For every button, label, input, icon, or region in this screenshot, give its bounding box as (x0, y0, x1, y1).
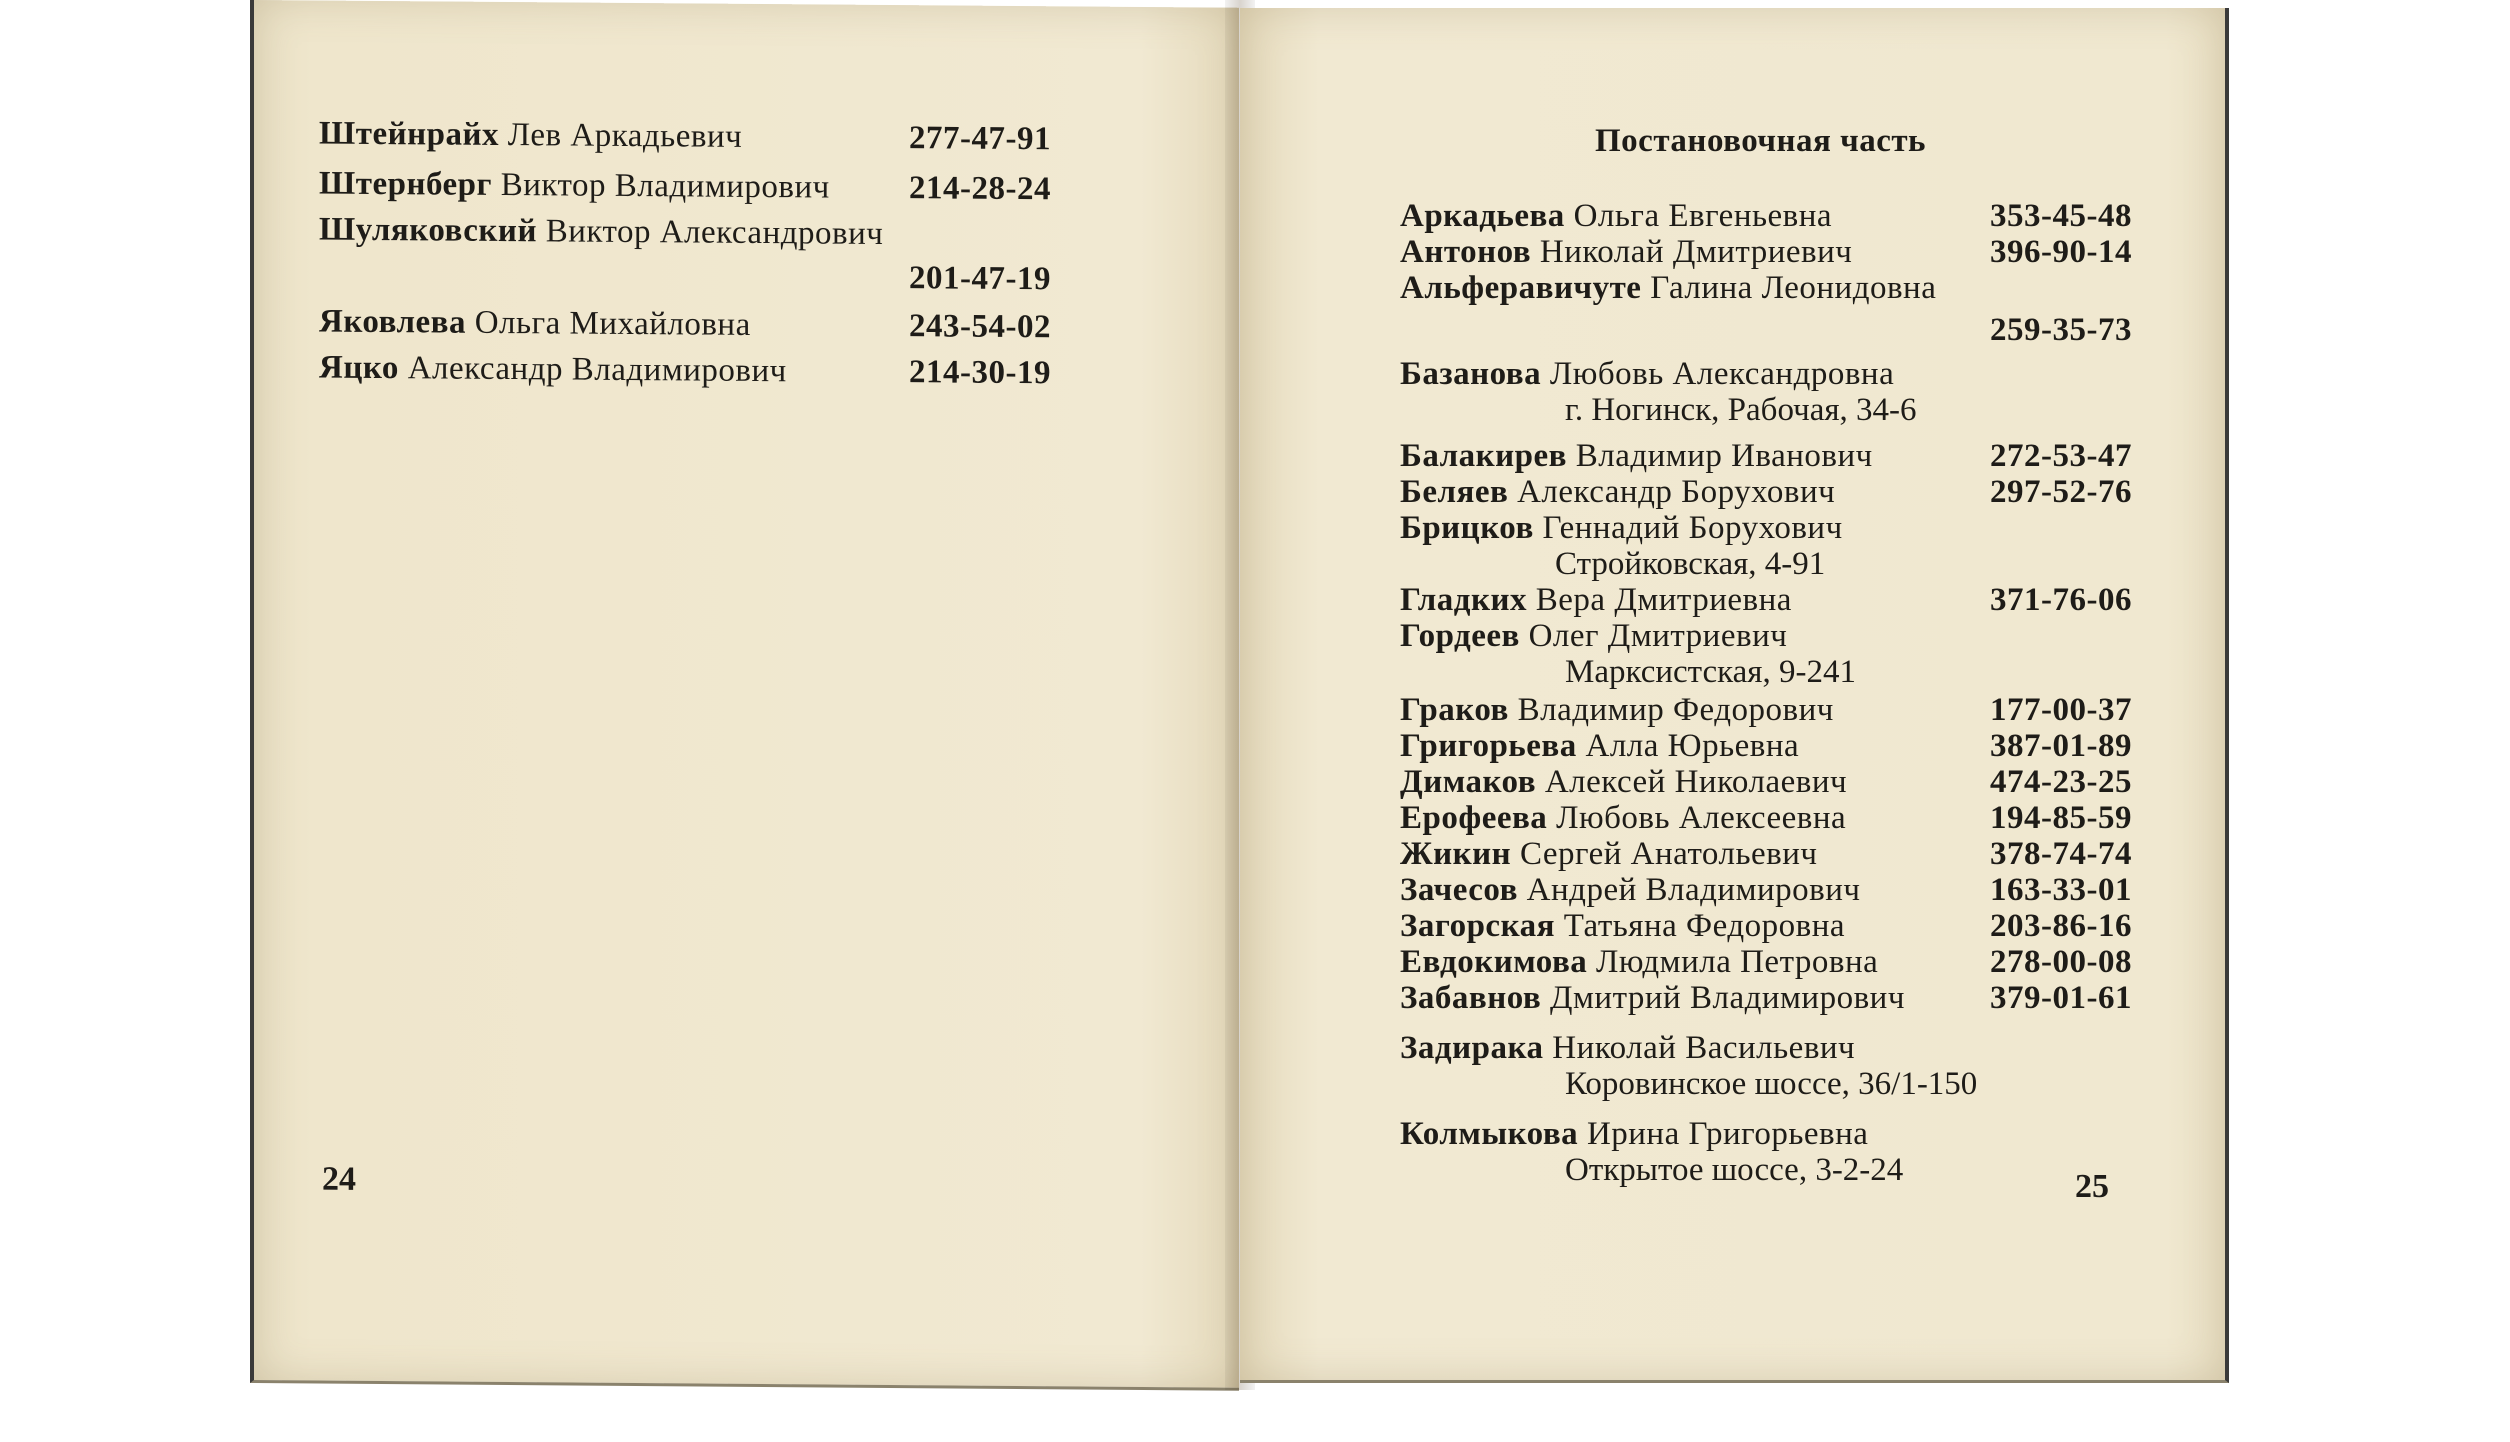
phone-number: 297-52-76 (1990, 474, 2132, 510)
surname: Зачесов (1400, 872, 1518, 908)
booklet (250, 0, 2230, 1390)
surname: Базанова (1400, 356, 1542, 392)
surname: Ерофеева (1400, 800, 1548, 836)
phone-number: 371-76-06 (1990, 582, 2132, 618)
list-item (1400, 234, 2132, 270)
phone-number: 214-28-24 (909, 170, 1051, 208)
given-name: Андрей Владимирович (1526, 872, 1861, 908)
list-item (319, 211, 1051, 308)
phone-number: 379-01-61 (1990, 980, 2132, 1016)
given-name: Сергей Анатольевич (1519, 836, 1818, 872)
surname: Григорьева (1400, 728, 1577, 764)
given-name: Николай Васильевич (1552, 1030, 1856, 1066)
phone-number: 277-47-91 (909, 120, 1051, 158)
surname: Забавнов (1400, 980, 1542, 1016)
list-item (1400, 980, 2132, 1030)
list-item (319, 349, 1051, 400)
list-item (1400, 944, 2132, 980)
surname: Шуляковский (319, 211, 537, 250)
surname: Яковлева (319, 303, 466, 341)
address-line: г. Ногинск, Рабочая, 34-6 (1565, 392, 1917, 428)
given-name: Дмитрий Владимирович (1550, 980, 1905, 1016)
given-name: Геннадий Борухович (1542, 510, 1843, 546)
surname: Беляев (1400, 474, 1509, 510)
given-name: Лев Аркадьевич (507, 117, 743, 155)
surname: Штернберг (319, 165, 493, 203)
phone-number: 177-00-37 (1990, 692, 2132, 728)
given-name: Ольга Михайловна (474, 304, 751, 343)
surname: Задирака (1400, 1030, 1544, 1066)
given-name: Виктор Владимирович (500, 166, 830, 206)
surname: Граков (1400, 692, 1509, 728)
list-item (1400, 836, 2132, 872)
surname: Яцко (319, 349, 399, 387)
list-item (1400, 1116, 1977, 1152)
given-name: Ирина Григорьевна (1586, 1116, 1869, 1152)
list-item (1400, 270, 2132, 356)
list-item (1400, 872, 2132, 908)
given-name: Вера Дмитриевна (1535, 582, 1792, 618)
given-name: Виктор Александрович (545, 213, 884, 252)
phone-number: 387-01-89 (1990, 728, 2132, 764)
given-name: Ольга Евгеньевна (1573, 198, 1833, 234)
phone-number: 203-86-16 (1990, 908, 2132, 944)
address-line: Марксистская, 9-241 (1565, 654, 1856, 690)
phone-number: 259-35-73 (1990, 312, 2132, 348)
given-name: Александр Владимирович (407, 350, 787, 390)
right-entries (1400, 198, 2132, 1188)
page-number: 25 (2075, 1168, 2109, 1205)
given-name: Александр Борухович (1517, 474, 1836, 510)
left-page (250, 0, 1239, 1391)
phone-number: 278-00-08 (1990, 944, 2132, 980)
list-item (1400, 800, 2132, 836)
list-item (1400, 908, 2132, 944)
surname: Жикин (1400, 836, 1512, 872)
list-item (1400, 1030, 1977, 1066)
surname: Аркадьева (1400, 198, 1565, 234)
phone-number: 378-74-74 (1990, 836, 2132, 872)
surname: Димаков (1400, 764, 1537, 800)
address-line: Стройковская, 4-91 (1555, 546, 1826, 582)
list-item (1400, 582, 2132, 618)
given-name: Алексей Николаевич (1544, 764, 1848, 800)
list-item (1400, 474, 2132, 510)
given-name: Владимир Федорович (1517, 692, 1834, 728)
page-number: 24 (322, 1160, 356, 1198)
surname: Антонов (1400, 234, 1532, 270)
list-item (319, 165, 1051, 216)
surname: Брицков (1400, 510, 1534, 546)
list-item (1400, 510, 1977, 546)
list-item (1400, 438, 2132, 474)
given-name: Татьяна Федоровна (1563, 908, 1846, 944)
list-item (1400, 728, 2132, 764)
list-item (319, 303, 1051, 354)
phone-number: 214-30-19 (909, 354, 1051, 392)
address-line: Открытое шоссе, 3-2-24 (1565, 1152, 1904, 1188)
list-item (1400, 692, 2132, 728)
phone-number: 163-33-01 (1990, 872, 2132, 908)
list-item (1400, 198, 2132, 234)
surname: Балакирев (1400, 438, 1567, 474)
given-name: Людмила Петровна (1596, 944, 1879, 980)
phone-number: 474-23-25 (1990, 764, 2132, 800)
given-name: Любовь Александровна (1549, 356, 1895, 392)
right-page (1240, 8, 2229, 1383)
phone-number: 194-85-59 (1990, 800, 2132, 836)
phone-number: 353-45-48 (1990, 198, 2132, 234)
surname: Штейнрайх (319, 115, 499, 153)
phone-number: 396-90-14 (1990, 234, 2132, 270)
phone-number: 272-53-47 (1990, 438, 2132, 474)
surname: Колмыкова (1400, 1116, 1579, 1152)
phone-number: 201-47-19 (909, 260, 1051, 298)
list-item (1400, 764, 2132, 800)
given-name: Олег Дмитриевич (1528, 618, 1788, 654)
section-title: Постановочная часть (1595, 123, 1927, 159)
surname: Альферавичуте (1400, 270, 1642, 306)
phone-number: 243-54-02 (909, 308, 1051, 346)
given-name: Владимир Иванович (1575, 438, 1873, 474)
address-line: Коровинское шоссе, 36/1-150 (1565, 1066, 1978, 1102)
list-item (1400, 618, 1977, 654)
surname: Гордеев (1400, 618, 1520, 654)
list-item (319, 115, 1051, 170)
surname: Гладких (1400, 582, 1528, 618)
given-name: Николай Дмитриевич (1539, 234, 1853, 270)
given-name: Алла Юрьевна (1585, 728, 1800, 764)
list-item (1400, 356, 1977, 392)
given-name: Любовь Алексеевна (1556, 800, 1847, 836)
surname: Евдокимова (1400, 944, 1588, 980)
given-name: Галина Леонидовна (1650, 270, 1937, 306)
left-entries (319, 115, 1051, 400)
surname: Загорская (1400, 908, 1555, 944)
